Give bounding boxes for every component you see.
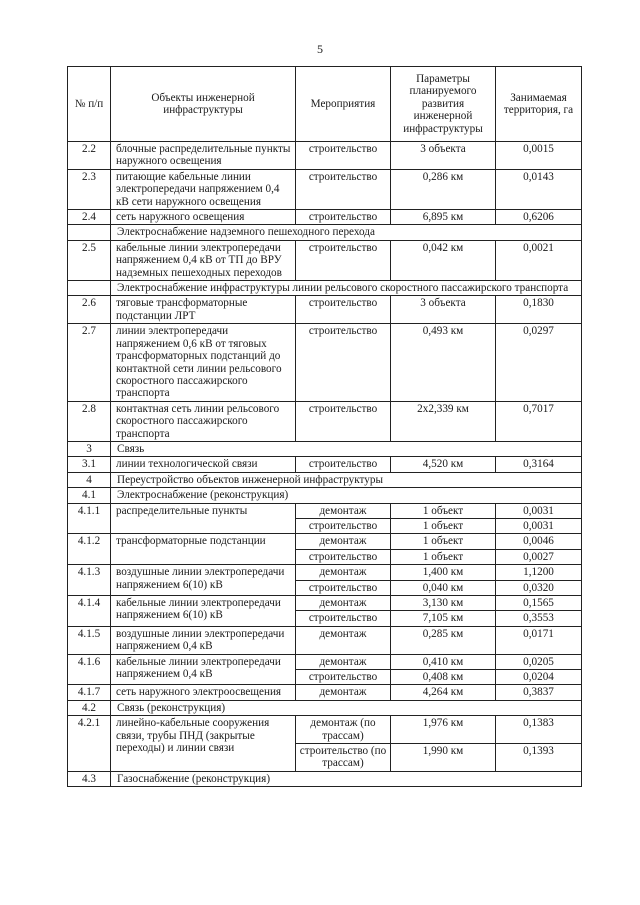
object-name: распределительные пункты xyxy=(111,503,296,534)
parameter-cell: 0,493 км xyxy=(391,324,496,401)
parameter-cell: 1 объект xyxy=(391,534,496,549)
table-row xyxy=(68,565,582,580)
territory-cell: 0,1830 xyxy=(496,296,582,324)
parameter-cell: 1 объект xyxy=(391,518,496,533)
measure-cell: демонтаж xyxy=(296,626,391,654)
table-row xyxy=(68,685,582,700)
object-name: блочные распределительные пункты наружного освещения xyxy=(111,142,296,170)
section-number: 4 xyxy=(68,472,111,487)
table-row xyxy=(68,534,582,549)
object-name: сеть наружного освещения xyxy=(111,210,296,225)
section-row xyxy=(68,225,582,240)
section-number: 4.2 xyxy=(68,700,111,715)
territory-cell: 0,1383 xyxy=(496,716,582,744)
measure-cell: строительство xyxy=(296,670,391,685)
item-number: 2.4 xyxy=(68,210,111,225)
table-row xyxy=(68,296,582,324)
page-number: 5 xyxy=(317,42,323,56)
item-number: 4.2.1 xyxy=(68,716,111,772)
item-number: 3.1 xyxy=(68,457,111,472)
territory-cell: 0,0204 xyxy=(496,670,582,685)
territory-cell: 0,3164 xyxy=(496,457,582,472)
measure-cell: демонтаж xyxy=(296,654,391,669)
section-row xyxy=(68,441,582,456)
parameter-cell: 0,042 км xyxy=(391,240,496,280)
header-measures: Мероприятия xyxy=(296,67,391,142)
item-number: 4.1.6 xyxy=(68,654,111,685)
measure-cell: строительство xyxy=(296,549,391,564)
section-title: Электроснабжение надземного пешеходного перехода xyxy=(111,225,582,240)
territory-cell: 0,0031 xyxy=(496,518,582,533)
header-objects: Объекты инженерной инфраструктуры xyxy=(111,67,296,142)
parameter-cell: 2х2,339 км xyxy=(391,401,496,441)
parameter-cell: 7,105 км xyxy=(391,611,496,626)
section-title: Связь (реконструкция) xyxy=(111,700,582,715)
object-name: контактная сеть линии рельсового скоростного пассажирского транспорта xyxy=(111,401,296,441)
measure-cell: строительство xyxy=(296,210,391,225)
item-number: 2.5 xyxy=(68,240,111,280)
measure-cell: строительство (по трассам) xyxy=(296,744,391,772)
object-name: кабельные линии электропередачи напряжением 6(10) кВ xyxy=(111,596,296,627)
measure-cell: строительство xyxy=(296,169,391,209)
item-number: 4.1.3 xyxy=(68,565,111,596)
item-number: 4.1.4 xyxy=(68,596,111,627)
territory-cell: 0,0143 xyxy=(496,169,582,209)
table-row xyxy=(68,654,582,669)
object-name: тяговые трансформаторные подстанции ЛРТ xyxy=(111,296,296,324)
item-number: 2.6 xyxy=(68,296,111,324)
item-number: 2.7 xyxy=(68,324,111,401)
header-num: № п/п xyxy=(68,67,111,142)
parameter-cell: 6,895 км xyxy=(391,210,496,225)
parameter-cell: 3 объекта xyxy=(391,142,496,170)
parameter-cell: 1,976 км xyxy=(391,716,496,744)
section-title: Переустройство объектов инженерной инфраструктуры xyxy=(111,472,582,487)
measure-cell: строительство xyxy=(296,142,391,170)
parameter-cell: 3,130 км xyxy=(391,596,496,611)
object-name: сеть наружного электроосвещения xyxy=(111,685,296,700)
section-number xyxy=(68,281,111,296)
parameter-cell: 1,400 км xyxy=(391,565,496,580)
object-name: питающие кабельные линии электропередачи напряжением 0,4 кВ сети наружного освещения xyxy=(111,169,296,209)
header-params: Параметры планируемого развития инженерной инфраструктуры xyxy=(391,67,496,142)
table-row xyxy=(68,716,582,744)
section-row xyxy=(68,700,582,715)
territory-cell: 0,3553 xyxy=(496,611,582,626)
measure-cell: строительство xyxy=(296,240,391,280)
parameter-cell: 1 объект xyxy=(391,503,496,518)
object-name: линии технологической связи xyxy=(111,457,296,472)
object-name: линии электропередачи напряжением 0,6 кВ от тяговых трансформаторных подстанций до контактной сети линии рельсового скоростного пассажирского транспорта xyxy=(111,324,296,401)
section-number: 3 xyxy=(68,441,111,456)
table-row xyxy=(68,169,582,209)
measure-cell: демонтаж xyxy=(296,596,391,611)
header-territory: Занимаемая территория, га xyxy=(496,67,582,142)
parameter-cell: 0,410 км xyxy=(391,654,496,669)
measure-cell: строительство xyxy=(296,457,391,472)
engineering-infrastructure-table xyxy=(67,66,582,787)
territory-cell: 0,0027 xyxy=(496,549,582,564)
territory-cell: 0,0021 xyxy=(496,240,582,280)
territory-cell: 0,0320 xyxy=(496,580,582,595)
measure-cell: демонтаж xyxy=(296,565,391,580)
measure-cell: строительство xyxy=(296,324,391,401)
table-row xyxy=(68,240,582,280)
parameter-cell: 3 объекта xyxy=(391,296,496,324)
table-row xyxy=(68,457,582,472)
measure-cell: демонтаж xyxy=(296,503,391,518)
section-number: 4.3 xyxy=(68,771,111,786)
object-name: воздушные линии электропередачи напряжением 6(10) кВ xyxy=(111,565,296,596)
measure-cell: строительство xyxy=(296,296,391,324)
parameter-cell: 4,264 км xyxy=(391,685,496,700)
territory-cell: 0,0046 xyxy=(496,534,582,549)
section-title: Газоснабжение (реконструкция) xyxy=(111,771,582,786)
section-row xyxy=(68,771,582,786)
territory-cell: 0,0171 xyxy=(496,626,582,654)
territory-cell: 0,0031 xyxy=(496,503,582,518)
table-row xyxy=(68,401,582,441)
item-number: 4.1.1 xyxy=(68,503,111,534)
object-name: кабельные линии электропередачи напряжением 0,4 кВ от ТП до ВРУ надземных пешеходных переходов xyxy=(111,240,296,280)
territory-cell: 0,0205 xyxy=(496,654,582,669)
table-row xyxy=(68,596,582,611)
table-body xyxy=(68,142,582,787)
table-row xyxy=(68,503,582,518)
territory-cell: 0,0297 xyxy=(496,324,582,401)
object-name: трансформаторные подстанции xyxy=(111,534,296,565)
section-number: 4.1 xyxy=(68,488,111,503)
territory-cell: 0,7017 xyxy=(496,401,582,441)
object-name: линейно-кабельные сооружения связи, трубы ПНД (закрытые переходы) и линии связи xyxy=(111,716,296,772)
item-number: 4.1.7 xyxy=(68,685,111,700)
section-title: Связь xyxy=(111,441,582,456)
measure-cell: строительство xyxy=(296,580,391,595)
parameter-cell: 0,040 км xyxy=(391,580,496,595)
territory-cell: 0,1565 xyxy=(496,596,582,611)
section-row xyxy=(68,472,582,487)
table-header-row xyxy=(68,67,582,142)
section-row xyxy=(68,488,582,503)
item-number: 2.2 xyxy=(68,142,111,170)
parameter-cell: 1 объект xyxy=(391,549,496,564)
object-name: воздушные линии электропередачи напряжением 0,4 кВ xyxy=(111,626,296,654)
measure-cell: демонтаж (по трассам) xyxy=(296,716,391,744)
measure-cell: строительство xyxy=(296,518,391,533)
item-number: 4.1.2 xyxy=(68,534,111,565)
parameter-cell: 0,285 км xyxy=(391,626,496,654)
measure-cell: демонтаж xyxy=(296,685,391,700)
parameter-cell: 1,990 км xyxy=(391,744,496,772)
section-number xyxy=(68,225,111,240)
table-row xyxy=(68,142,582,170)
item-number: 2.8 xyxy=(68,401,111,441)
territory-cell: 1,1200 xyxy=(496,565,582,580)
item-number: 4.1.5 xyxy=(68,626,111,654)
table-row xyxy=(68,324,582,401)
table-row xyxy=(68,210,582,225)
territory-cell: 0,1393 xyxy=(496,744,582,772)
measure-cell: строительство xyxy=(296,611,391,626)
section-title: Электроснабжение (реконструкция) xyxy=(111,488,582,503)
section-title: Электроснабжение инфраструктуры линии рельсового скоростного пассажирского транспорта xyxy=(111,281,582,296)
parameter-cell: 0,408 км xyxy=(391,670,496,685)
object-name: кабельные линии электропередачи напряжением 0,4 кВ xyxy=(111,654,296,685)
territory-cell: 0,6206 xyxy=(496,210,582,225)
territory-cell: 0,0015 xyxy=(496,142,582,170)
territory-cell: 0,3837 xyxy=(496,685,582,700)
measure-cell: демонтаж xyxy=(296,534,391,549)
measure-cell: строительство xyxy=(296,401,391,441)
parameter-cell: 4,520 км xyxy=(391,457,496,472)
parameter-cell: 0,286 км xyxy=(391,169,496,209)
item-number: 2.3 xyxy=(68,169,111,209)
section-row xyxy=(68,281,582,296)
table-row xyxy=(68,626,582,654)
